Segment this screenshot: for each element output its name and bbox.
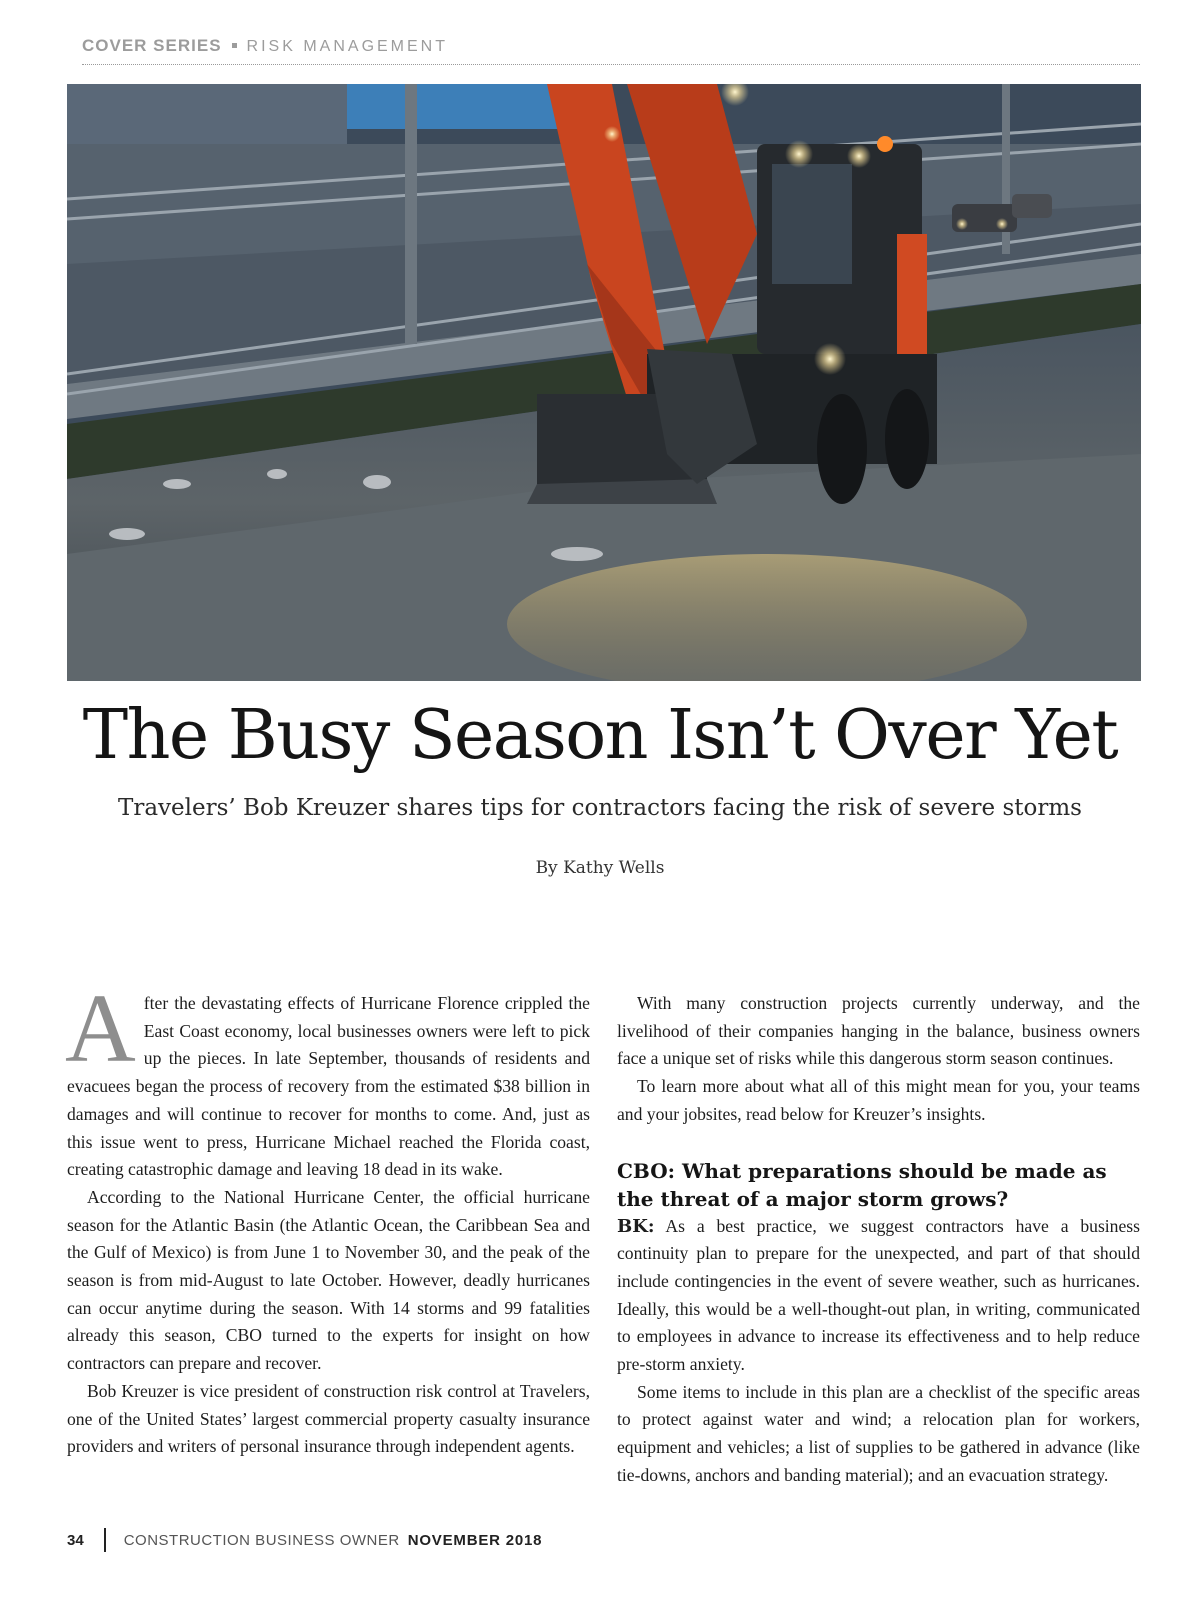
issue-date: NOVEMBER 2018 [407, 1531, 543, 1549]
answer-label: BK: [617, 1215, 655, 1237]
page-footer [67, 1527, 542, 1553]
byline: By Kathy Wells [535, 858, 665, 878]
answer-paragraph [617, 1213, 1140, 1379]
paragraph [65, 975, 590, 1184]
paragraph: Some items to include in this plan are a checklist of the specific areas to protect against water and wind; a relocation plan for workers, equipment and vehicles; a list of supplies to be gathered in advance (like tie-downs, anchors and banding material); and an evacuation strategy. [617, 1381, 1140, 1485]
separator-bullet [232, 43, 237, 48]
footer-divider [104, 1528, 106, 1552]
paragraph: To learn more about what all of this might mean for you, your teams and your jobsites, read below for Kreuzer’s insights. [617, 1076, 1140, 1124]
article-subtitle: Travelers’ Bob Kreuzer shares tips for contractors facing the risk of severe storms [118, 795, 1082, 821]
page-number: 34 [67, 1531, 84, 1549]
series-label: COVER SERIES [82, 36, 222, 55]
interview-question: CBO: What preparations should be made as the threat of a major storm grows? [617, 1158, 1107, 1211]
section-label: RISK MANAGEMENT [246, 38, 449, 55]
paragraph-text: fter the devastating effects of Hurricane Florence crippled the East Coast economy, local businesses owners were left to pick up the pieces. In late September, thousands of residents and evacuees began the process of recovery from the estimated $38 billion in damages and will continue to recover for months to come. And, just as this issue went to press, Hurricane Michael reached the Florida coast, creating catastrophic damage and leaving 18 dead in its wake. [67, 993, 590, 1180]
answer-text: As a best practice, we suggest contractors have a business continuity plan to prepare for the unexpected, and part of that should include contingencies in the event of severe weather, such as hurricanes. Ideally, this would be a well-thought-out plan, in writing, communicated to employees in advance to increase its effectiveness and to help reduce pre-storm anxiety. [617, 1215, 1140, 1375]
right-column [617, 990, 1140, 1490]
paragraph: Bob Kreuzer is vice president of construction risk control at Travelers, one of the United States’ largest commercial property casualty insurance providers and writers of personal insurance through independent agents. [67, 1380, 590, 1457]
publication-name: CONSTRUCTION BUSINESS OWNER [123, 1531, 400, 1549]
paragraph: With many construction projects currently underway, and the livelihood of their companies hanging in the balance, business owners face a unique set of risks while this dangerous storm season continues. [617, 993, 1140, 1069]
article-title: The Busy Season Isn’t Over Yet [82, 696, 1118, 775]
running-header [82, 36, 1140, 65]
hero-photo [67, 84, 1141, 681]
left-column [65, 975, 590, 1461]
drop-cap: A [65, 975, 136, 1083]
paragraph: According to the National Hurricane Center, the official hurricane season for the Atlantic Basin (the Atlantic Ocean, the Caribbean Sea and the Gulf of Mexico) is from June 1 to November 30, and the peak of the season is from mid-August to late October. However, deadly hurricanes can occur anytime during the season. With 14 storms and 99 fatalities already this season, CBO turned to the experts for insight on how contractors can prepare and recover. [67, 1186, 590, 1374]
excavator-flood-photo [67, 84, 1141, 681]
